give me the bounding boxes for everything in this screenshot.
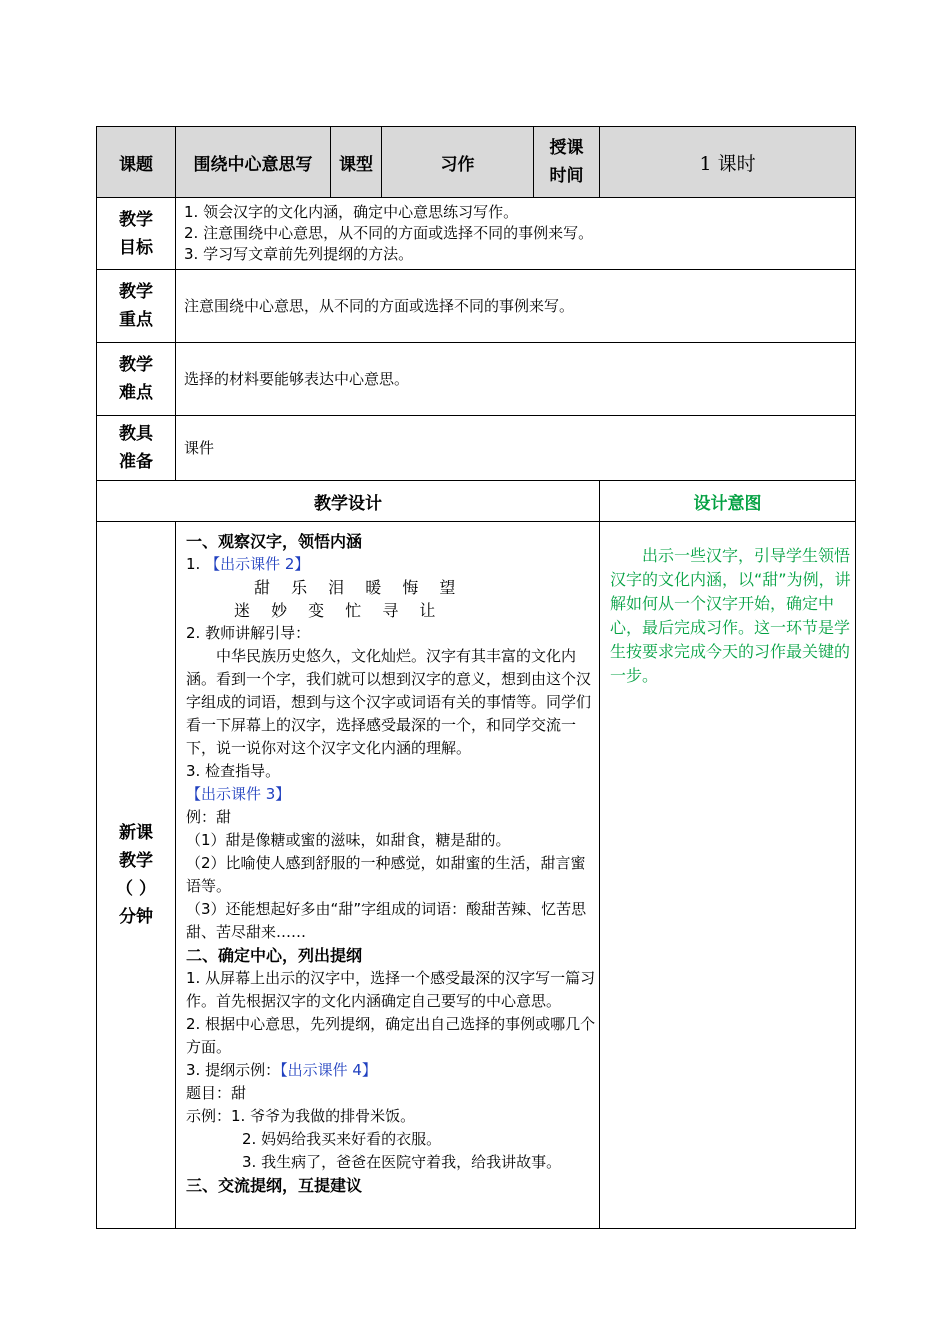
- step1: [186, 553, 599, 576]
- outline-sample-2: 2. 妈妈给我买来好看的衣服。: [242, 1130, 442, 1148]
- goals-label: [97, 198, 176, 270]
- time-value: 1 课时: [600, 127, 856, 198]
- chars-row-2: 迷 妙 变 忙 寻 让: [234, 601, 444, 620]
- example-label: 例：甜: [186, 808, 232, 826]
- tools-label-line2: 准备: [119, 452, 153, 472]
- outline-title: 题目：甜: [186, 1084, 247, 1102]
- type-value: 习作: [382, 127, 534, 198]
- focus-label-line1: 教学: [119, 282, 153, 302]
- difficulty-label-line1: 教学: [119, 355, 153, 375]
- intent-title: 设计意图: [600, 481, 856, 522]
- part2-step2: 2. 根据中心意思，先列提纲，确定出自己选择的事例或哪几个方面。: [186, 1015, 596, 1056]
- goals-label-line2: 目标: [119, 237, 153, 258]
- outline-sample-1: 示例：1. 爷爷为我做的排骨米饭。: [186, 1107, 416, 1125]
- time-label-line2: 时间: [549, 166, 584, 186]
- lesson-label-line4: 分钟: [119, 907, 153, 927]
- topic-label: 课题: [97, 127, 176, 198]
- difficulty-content: 选择的材料要能够表达中心意思。: [176, 343, 856, 416]
- part2-step3: [186, 1059, 599, 1082]
- focus-label: [97, 270, 176, 343]
- part2-step3-prefix: 3. 提纲示例：: [186, 1061, 281, 1079]
- design-intent-text: 出示一些汉字，引导学生领悟汉字的文化内涵，以“甜”为例，讲解如何从一个汉字开始，确定中心，最后完成习作。这一环节是学生按要求完成今天的习作最关键的一步。: [600, 522, 856, 1229]
- focus-content: 注意围绕中心意思，从不同的方面或选择不同的事例来写。: [176, 270, 856, 343]
- tools-row: [97, 416, 856, 481]
- chars-row-1: 甜 乐 泪 暖 悔 望: [254, 578, 464, 597]
- part2-step1: 1. 从屏幕上出示的汉字中，选择一个感受最深的汉字写一篇习作。首先根据汉字的文化内涵确定自己要写的中心意思。: [186, 969, 596, 1010]
- difficulty-label: [97, 343, 176, 416]
- step2-title: 2. 教师讲解引导：: [186, 624, 311, 642]
- focus-label-line2: 重点: [119, 310, 153, 330]
- design-title: 教学设计: [97, 481, 600, 522]
- courseware-3-link: 【出示课件 3】: [186, 785, 291, 803]
- example-2: （2）比喻使人感到舒服的一种感觉，如甜蜜的生活，甜言蜜语等。: [186, 854, 586, 895]
- lesson-plan-table: [96, 126, 856, 1229]
- difficulty-row: [97, 343, 856, 416]
- step1-prefix: 1.: [186, 555, 206, 573]
- header-row: [97, 127, 856, 198]
- tools-content: 课件: [176, 416, 856, 481]
- courseware-2-link: 【出示课件 2】: [205, 555, 310, 573]
- focus-row: [97, 270, 856, 343]
- lesson-label-line1: 新课: [119, 823, 153, 843]
- example-1: （1）甜是像糖或蜜的滋味，如甜食，糖是甜的。: [186, 831, 511, 849]
- type-label: 课型: [331, 127, 382, 198]
- difficulty-label-line2: 难点: [119, 383, 153, 403]
- lesson-label: [97, 522, 176, 1229]
- goal-item: 1. 领会汉字的文化内涵，确定中心意思练习写作。: [184, 203, 519, 221]
- courseware-4-link: 【出示课件 4】: [280, 1061, 377, 1079]
- goals-label-line1: 教学: [119, 209, 153, 230]
- goal-item: 2. 注意围绕中心意思，从不同的方面或选择不同的事例来写。: [184, 224, 594, 242]
- part2-title: 二、确定中心，列出提纲: [186, 946, 363, 965]
- goal-item: 3. 学习写文章前先列提纲的方法。: [184, 245, 414, 263]
- example-3: （3）还能想起好多由“甜”字组成的词语：酸甜苦辣、忆苦思甜、苦尽甜来……: [186, 900, 587, 941]
- step2-text: 中华民族历史悠久，文化灿烂。汉字有其丰富的文化内涵。看到一个字，我们就可以想到汉字的意义，想到由这个汉字组成的词语，想到与这个汉字或词语有关的事情等。同学们看一下屏幕上的汉字，选择感受最深的一个，和同学交流一下，说一说你对这个汉字文化内涵的理解。: [186, 647, 592, 757]
- section-row: [97, 481, 856, 522]
- goals-row: [97, 198, 856, 270]
- tools-label-line1: 教具: [119, 424, 153, 444]
- part3-title: 三、交流提纲，互提建议: [186, 1176, 363, 1195]
- goals-content: [176, 198, 856, 270]
- part1-title: 一、观察汉字，领悟内涵: [186, 532, 363, 551]
- lesson-label-line2: 教学: [119, 851, 153, 871]
- step3-title: 3. 检查指导。: [186, 762, 281, 780]
- lesson-content: [176, 522, 600, 1229]
- lesson-row: [97, 522, 856, 1229]
- lesson-label-line3: （ ）: [116, 879, 156, 899]
- outline-sample-3: 3. 我生病了，爸爸在医院守着我，给我讲故事。: [242, 1153, 562, 1171]
- tools-label: [97, 416, 176, 481]
- topic-value: 围绕中心意思写: [176, 127, 331, 198]
- time-label: [534, 127, 600, 198]
- time-label-line1: 授课: [549, 138, 584, 158]
